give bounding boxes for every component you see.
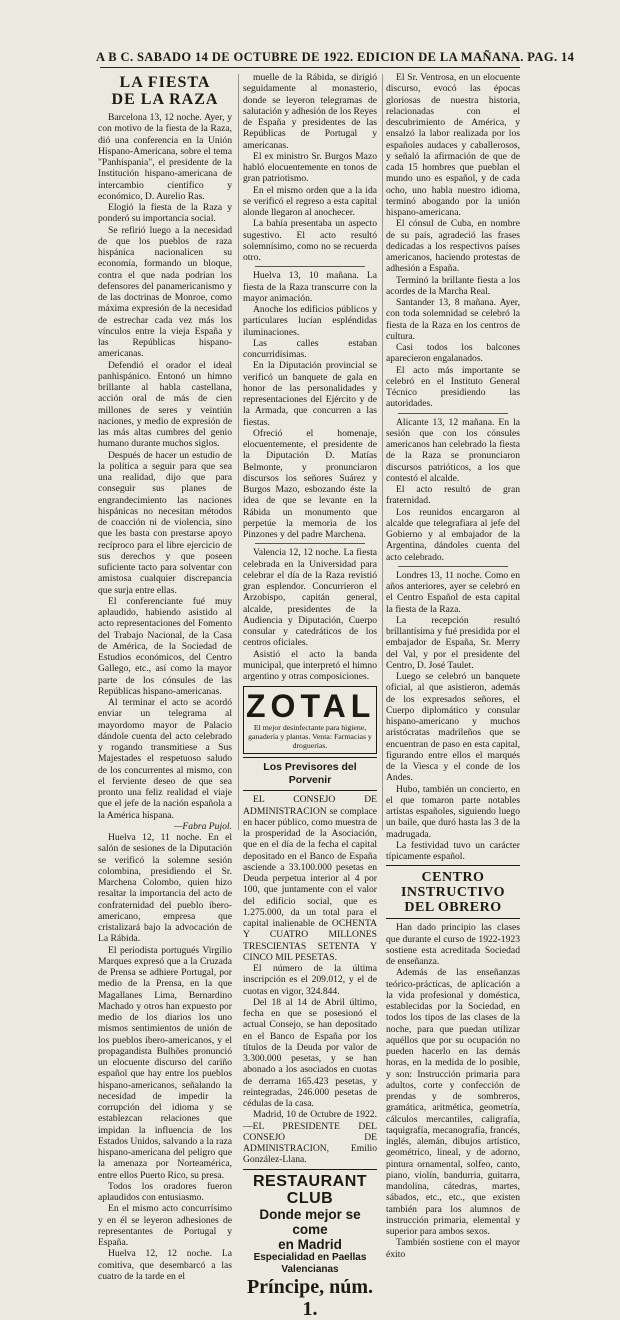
paragraph: Alicante 13, 12 mañana. En la sesión que con los cónsules americanos han celebrado la fiesta de la Raza se pronunciaron discursos patrióticos, a los que contestó el alcalde. [386,416,520,484]
restaurant-club-ad [243,1173,377,1320]
paragraph: Huelva 12, 11 noche. En el salón de sesiones de la Diputación se verificó la solemne sesión colombina, presidiendo el Sr. Marchena Colombo, quien hizo resaltar la importancia del acto de confraternidad del pueblo íbero-americano, empresa que cristalizará bajo la advocación de La Rábida. [98,832,232,945]
section-title-line-2: DEL OBRERO [404,900,502,916]
restaurant-ad-line-1: Donde mejor se come [259,1206,361,1237]
paragraph: Han dado principio las clases que durante el curso de 1922-1923 sostiene esta acreditada Sociedad de enseñanza. [386,922,520,967]
page-header: A B C. SABADO 14 DE OCTUBRE DE 1922. EDICION DE LA MAÑANA. PAG. 14 [96,50,575,64]
paragraph: El conferenciante fué muy aplaudido, habiendo asistido al acto representaciones del Fomento del Trabajo Nacional, de la Casa de América, de la Sociedad de Estudios económicos, del Centro Gallego, etc., así como la mayor parte de los cónsules de las Repúblicas hispano-americanas. [98,595,232,697]
article-title-line-2: DE LA RAZA [111,91,219,108]
zotal-ad [243,686,377,754]
paragraph: El acto resultó de gran fraternidad. [386,484,520,507]
paragraph: También sostiene con el mayor éxito [386,1237,520,1260]
paragraph: El número de la última inscripción es el 209.012, y el de cuotas en vigor, 324.844. [243,963,377,997]
paragraph: EL CONSEJO DE ADMINISTRACION se complace en hacer público, como muestra de la prosperidad de la Asociación, que en el día de la fecha el capital depositado en el Banco de España asciende a 33.100.000 pesetas en Deuda perpetua interior al 4 por 100, que juntamente con el valor del edificio social, que es 1.275.000, da un total para el capital inalienable de OCHENTA Y CUATRO MILLONES TRESCIENTAS SETENTA Y CINCO MIL PESETAS. [243,794,377,963]
paragraph: Todos los oradores fueron aplaudidos con entusiasmo. [98,1180,232,1203]
column-3 [386,72,520,1260]
paragraph: Huelva 13, 10 mañana. La fiesta de la Raza transcurre con la mayor animación. [243,270,377,304]
divider [386,918,520,919]
paragraph: muelle de la Rábida, se dirigió seguidamente al monasterio, donde se leyeron telegramas de salutación y adhesión de los Reyes de España y presidentes de las Repúblicas de Portugal y americanas. [243,72,377,151]
paragraph: Ofreció el homenaje, elocuentemente, el presidente de la Diputación D. Matías Belmonte, y pronunciaron discursos los señores Suárez y Burgos Mazo, esbozando éste la idea de que se levante en la Rábida un monumento que perpetúe la memoria de los Pinzones y del padre Marchena. [243,427,377,540]
paragraph: En la Diputación provincial se verificó un banquete de gala en honor de las personalidades y representaciones del Ejército y de la Armada, que concurren a las fiestas. [243,360,377,428]
divider [243,1169,377,1170]
paragraph: En el mismo orden que a la ida se verificó el regreso a esta capital alonde llegaron al anochecer. [243,184,377,218]
divider [243,790,377,791]
paragraph: La bahía presentaba un aspecto sugestivo. El acto resultó solemnísimo, como no se recuerda otro. [243,218,377,263]
paragraph: Santander 13, 8 mañana. Ayer, con toda solemnidad se celebró la fiesta de la Raza en los centros de cultura. [386,297,520,342]
restaurant-ad-line-2: en Madrid [278,1236,342,1252]
column-rule [238,74,239,830]
paragraph: El cónsul de Cuba, en nombre de su país, agradeció las frases dedicadas a los respectivos países americanos, haciendo protestas de adhesión a España. [386,218,520,275]
divider [255,266,365,267]
paragraph: Hubo, también un concierto, en el que tomaron parte notables artistas españoles, siguiendo luego un baile, que duró hasta las 3 de la madrugada. [386,783,520,840]
column-rule [382,74,383,830]
restaurant-ad-specialty: Especialidad en Paellas Valencianas [253,1251,367,1275]
article-title-line-1: LA FIESTA [119,74,211,91]
zotal-ad-title: ZOTAL [246,688,376,725]
header-rule [100,67,520,68]
restaurant-ad-address: Príncipe, núm. 1. [246,1275,374,1320]
section-title-line-1: CENTRO INSTRUCTIVO [400,870,506,901]
paragraph: Madrid, 10 de Octubre de 1922.—EL PRESIDENTE DEL CONSEJO DE ADMINISTRACION, Emilio González-Llana. [243,1109,377,1166]
article-title-fiesta-raza [98,74,232,108]
divider [243,757,377,758]
paragraph: Del 18 al 14 de Abril último, fecha en que se posesionó el actual Consejo, se han depositado en el Banco de España por los títulos de la Deuda por valor de 3.300.000 pesetas, y se han abonado a los asociados en cuotas de derrama 165.423 pesetas, y reintegradas, 246.000 pesetas de cédulas de la casa. [243,996,377,1109]
paragraph: La festividad tuvo un carácter típicamente español. [386,839,520,862]
paragraph: En el mismo acto concurrísimo y en él se leyeron adhesiones de representantes de Portugal y España. [98,1203,232,1248]
paragraph: El Sr. Ventrosa, en un elocuente discurso, evocó las épocas gloriosas de nuestra historia, relacionadas con el descubrimiento de América, y ensalzó la labor realizada por los españoles audaces y caballerosos, y señaló la afirmación de que de cada 15 hombres que pueblan el mundo uno es español, y de cada ocho, uno habla nuestro idioma, terminó abogando por la unión hispano-americana. [386,72,520,218]
paragraph: Las calles estaban concurridísimas. [243,337,377,360]
paragraph: La recepción resultó brillantísima y fué presidida por el embajador de España, Sr. Merry del Val, y por el presidente del Centro, D. José Taulet. [386,614,520,671]
byline: —Fabra Pujol. [173,820,232,832]
column-2 [243,72,377,1320]
centro-instructivo-title [386,870,520,915]
paragraph: Se refirió luego a la necesidad de que los pueblos de raza hispánica nacionalicen su economía, formando un bloque, contra el que nada podrían los defensores del panamericanismo y de las doctrinas de Monroe, como máxima expresión de la necesidad de estrechar cada vez más los vínculos entre la vieja España y las Repúblicas hispano-americanas. [98,224,232,360]
zotal-ad-text: El mejor desinfectante para higiene, ganadería y plantas. Venta: Farmacias y droguerías. [248,723,372,751]
divider [398,413,508,414]
paragraph: Anoche los edificios públicos y particulares lucían espléndidas iluminaciones. [243,304,377,338]
divider [386,865,520,866]
paragraph: Elogió la fiesta de la Raza y ponderó su importancia social. [98,202,232,225]
paragraph: Londres 13, 11 noche. Como en años anteriores, ayer se celebró en el Centro Español de esta capital la fiesta de la Raza. [386,569,520,615]
paragraph: Asistió el acto la banda municipal, que interpretó el himno argentino y otras composiciones. [243,648,377,682]
paragraph: Los reunidos encargaron al alcalde que telegrafiara al jefe del Gobierno y al embajador de la Argentina, dándoles cuenta del acto celebrado. [386,506,520,563]
paragraph: El periodista portugués Virgilio Marques expresó que a la Cruzada de Prensa se adhiere Portugal, por medio de la Prensa, en la que Magallanes Lima, Bernardino Machado y otros han expuesto por medio de los diarios los uno mismos sentimientos de unión de los pueblos íbero-americanos, y el propagandista Bulhões pronunció un elocuente discurso del cariño español que hay entre los pueblos hispano-americanos, señalando la necesidad de impedir la corrupción del idioma y se establezcan relaciones que impidan la influencia de los Estados Unidos, salvando a la raza hispano-americana del peligro que la amenaza por Norteamérica, entre ellos Puerto Rico, su presa. [98,944,232,1181]
previsores-title: Los Previsores del Porvenir [263,761,357,787]
divider [255,543,365,544]
paragraph: Barcelona 13, 12 noche. Ayer, y con motivo de la fiesta de la Raza, dió una conferencia en la Unión Hispano-Americana, sobre el tema "Panhispania", el presidente de la Institución hispano-americana de intercambio científico y económico, D. Aurelio Ras. [98,112,232,202]
paragraph: Valencia 12, 12 noche. La fiesta celebrada en la Universidad para celebrar el día de la Raza revistió gran esplendor. Concurrieron el Arzobispo, capitán general, alcalde, presidentes de la Audiencia y Diputación, Cuerpo consular y catedráticos de los centros oficiales. [243,547,377,649]
paragraph: Luego se celebró un banquete oficial, al que asistieron, además de los expresados señores, el Cuerpo diplomático y consular hispano-americano y muchos aristócratas madrileños que se encuentran de paso en esta capital, figurando entre ellos el marqués de la Viesca y el conde de los Andes. [386,671,520,784]
paragraph: El acto más importante se celebró en el Instituto General Técnico presidiendo las autoridades. [386,364,520,410]
divider [398,566,508,567]
paragraph: Casi todos los balcones aparecieron engalanados. [386,342,520,365]
paragraph: Al terminar el acto se acordó enviar un telegrama al mayordomo mayor de Palacio dándole cuenta del acto celebrado y rogando transmitiese a Sus Majestades el respetuoso saludo de los concurrentes al mismo, con el ferviente deseo de que sea pronto una feliz realidad el viaje que el jefe de la nación española a la América hispana. [98,697,232,821]
column-1 [98,72,232,1282]
restaurant-ad-title: RESTAURANT CLUB [252,1172,368,1207]
paragraph: Después de hacer un estudio de la política a seguir para que sea una realidad, dijo que para conseguir sus planes de engrandecimiento las naciones hispánicas no necesitan métodos de coacción ni de violencia, sino que les basta con prestarse apoyo recíproco para el libre ejercicio de sus derechos y que poseen suficiente tacto para solventar con amistosa cualquier discrepancia que surja entre ellas. [98,449,232,596]
paragraph: El ex ministro Sr. Burgos Mazo habló elocuentemente en tonos de gran patriotismo. [243,150,377,185]
paragraph: Defendió el orador el ideal panhispánico. Entonó un himno brillante al habla castellana, acción oral de más de cien millones de seres y veintiún naciones, y medio de expresión de las más altas cumbres del genio humano durante muchos siglos. [98,359,232,450]
paragraph: Huelva 12, 12 noche. La comitiva, que desembarcó a las cuatro de la tarde en el [98,1248,232,1282]
paragraph: Además de las enseñanzas teórico-prácticas, de aplicación a la vida profesional y doméstica, establecidas por la Sociedad, en todos los tipos de las clases de la noche, para que puedan utilizar aquéllos que por su ocupación no pueden hacerlo en las demás horas, en la medida de lo posible, y son: Instrucción primaria para adultos, corte y confección de prendas y de sombreros, gramática, aritmética, geometría, cálculos mercantiles, caligrafía, taquigrafía, mecanografía, francés, inglés, alemán, dibujos artístico, geométrico, lineal, y de adorno, pintura ornamental, solfeo, canto, piano, violín, bandurria, guitarra, mandolina, cátedras, martes, sábados, etc., etc., que existen también para los alumnos de instrucción primaria, elemental y superior para ambos sexos. [386,967,520,1237]
paragraph: Terminó la brillante fiesta a los acordes de la Marcha Real. [386,274,520,297]
